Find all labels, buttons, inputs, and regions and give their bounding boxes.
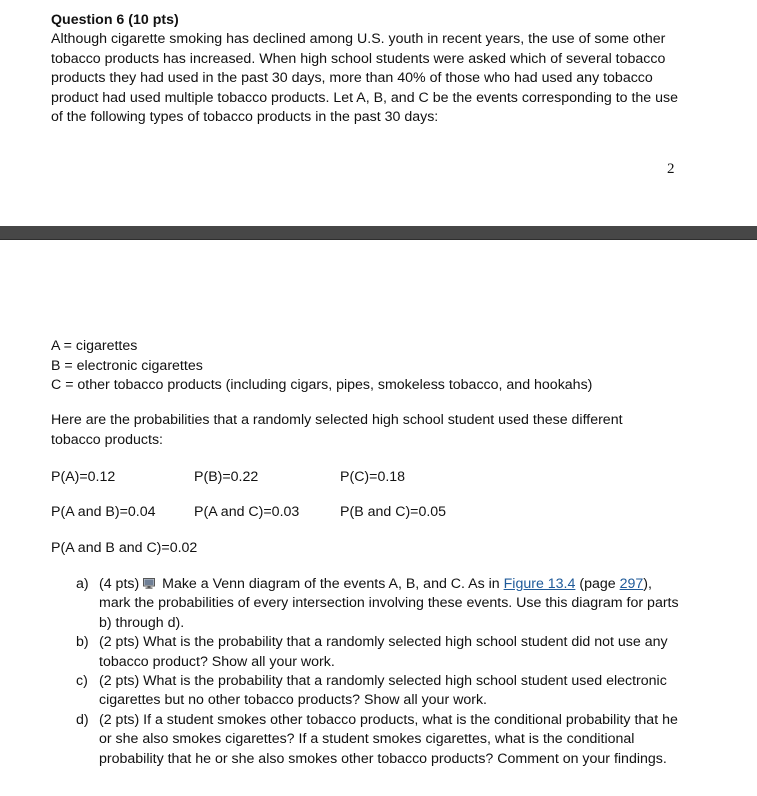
figure-13-4-link[interactable]: Figure 13.4: [503, 576, 576, 592]
event-b-definition: B = electronic cigarettes: [51, 357, 203, 374]
question-intro: Although cigarette smoking has declined among U.S. youth in recent years, the use of some other tobacco products has increased. When high school students were asked which of several tobacco products they had used in the past 30 days, more than 40% of those who had used any tobacco product had used multiple tobacco products. Let A, B, and C be the events corresponding to the use of the following types of tobacco products in the past 30 days:: [51, 31, 679, 126]
part-c-text: (2 pts) What is the probability that a randomly selected high school student used electronic cigarettes but no other tobacco products? Show all your work.: [99, 673, 667, 709]
event-c-definition: C = other tobacco products (including cigars, pipes, smokeless tobacco, and hookahs): [51, 377, 593, 394]
page-2-section: [0, 240, 757, 796]
page-number: 2: [667, 161, 675, 177]
prob-a-and-b: P(A and B)=0.04: [51, 504, 156, 520]
prob-a-and-c: P(A and C)=0.03: [194, 504, 300, 520]
probabilities-intro: Here are the probabilities that a randomly selected high school student used these different tobacco products:: [51, 412, 623, 448]
part-a-text-before: Make a Venn diagram of the events A, B, and C. As in: [162, 576, 500, 592]
part-a-text-mid: (page: [579, 576, 616, 592]
question-title: Question 6 (10 pts): [51, 12, 179, 28]
part-b-letter: b): [76, 634, 89, 651]
page-1-section: [0, 0, 757, 226]
prob-c: P(C)=0.18: [340, 469, 406, 485]
monitor-icon: [143, 578, 155, 589]
event-a-definition: A = cigarettes: [51, 338, 138, 354]
part-c-letter: c): [76, 673, 88, 690]
part-b-text: (2 pts) What is the probability that a randomly selected high school student did not use any tobacco product? Show all your work.: [99, 634, 668, 670]
prob-a: P(A)=0.12: [51, 469, 116, 485]
part-a-letter: a): [76, 576, 89, 592]
part-d: [76, 711, 686, 769]
event-definitions: [51, 337, 592, 396]
question-parts: [76, 575, 686, 769]
page-divider: [0, 226, 757, 240]
page-297-link[interactable]: 297: [619, 576, 644, 592]
prob-b-and-c: P(B and C)=0.05: [340, 504, 447, 520]
prob-b: P(B)=0.22: [194, 469, 259, 485]
prob-a-and-b-and-c: P(A and B and C)=0.02: [51, 540, 198, 556]
part-a-points: (4 pts): [99, 576, 140, 592]
part-d-text: (2 pts) If a student smokes other tobacco products, what is the conditional probability that he or she also smokes cigarettes? If a student smokes cigarettes, what is the conditional probability that he or she also smokes other tobacco products? Comment on your findings.: [99, 711, 678, 767]
part-d-letter: d): [76, 711, 89, 728]
part-b: [76, 633, 686, 672]
part-c: [76, 672, 686, 711]
part-a: [76, 575, 686, 633]
part-a-text-after: ), mark the probabilities of every intersection involving these events. Use this diagram for parts b) through d).: [99, 576, 679, 631]
